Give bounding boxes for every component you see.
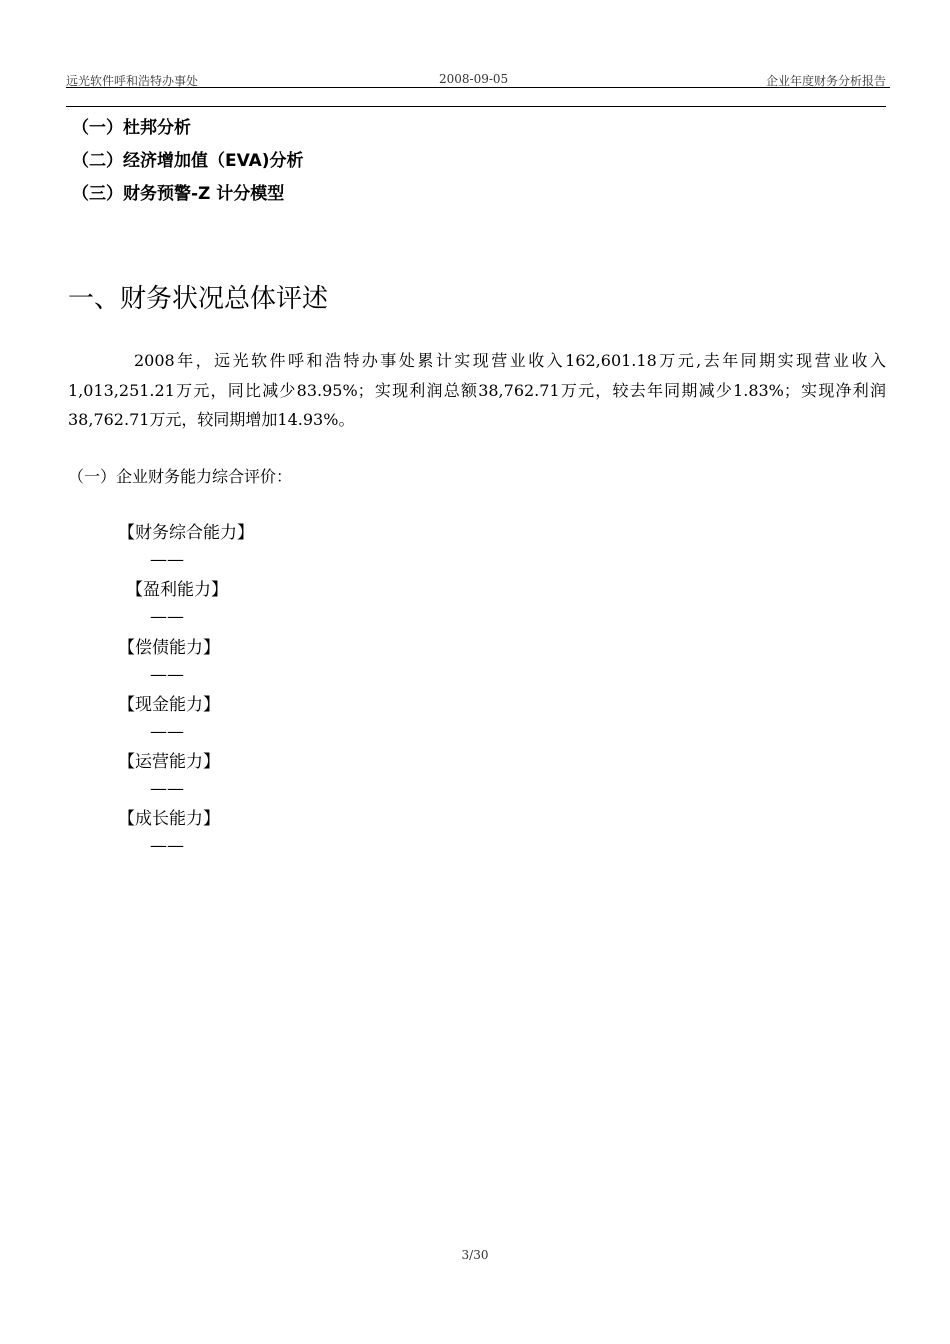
header-date: 2008-09-05	[439, 72, 509, 86]
ability-label: 【成长能力】	[118, 809, 220, 830]
header-company: 远光软件呼和浩特办事处	[66, 74, 199, 88]
ability-value: ——	[150, 836, 184, 857]
ability-label: 【财务综合能力】	[118, 523, 254, 543]
ability-value: ——	[150, 664, 184, 685]
toc-item-eva[interactable]: （二）经济增加值（EVA)分析	[72, 151, 304, 171]
subsection-title: （一）企业财务能力综合评价：	[68, 467, 293, 486]
toc-list	[72, 114, 304, 213]
section-title: 一、财务状况总体评述	[68, 284, 329, 314]
summary-paragraph: 2008年，远光软件呼和浩特办事处累计实现营业收入162,601.18万元,去年同期实现营业收入1,013,251.21万元，同比减少83.95%；实现利润总额38,762.71万元，较去年同期减少1.83%；实现净利润38,762.71万元，较同期增加14.93%。	[68, 351, 886, 429]
ability-label: 【偿债能力】	[118, 637, 220, 658]
header-underline	[66, 87, 890, 88]
toc-item-dupont[interactable]: （一）杜邦分析	[72, 118, 191, 138]
page-number: 3/30	[461, 1248, 489, 1262]
ability-value: ——	[150, 550, 184, 570]
page-header	[66, 70, 886, 88]
ability-value: ——	[150, 607, 184, 628]
header-report-title: 企业年度财务分析报告	[765, 74, 886, 88]
ability-label: 【盈利能力】	[126, 580, 228, 601]
ability-value: ——	[150, 721, 184, 742]
ability-value: ——	[150, 779, 184, 800]
ability-label: 【运营能力】	[118, 752, 220, 773]
ability-label: 【现金能力】	[118, 694, 220, 715]
header-rule	[66, 106, 886, 107]
toc-item-z-score[interactable]: （三）财务预警-Z 计分模型	[72, 184, 285, 204]
